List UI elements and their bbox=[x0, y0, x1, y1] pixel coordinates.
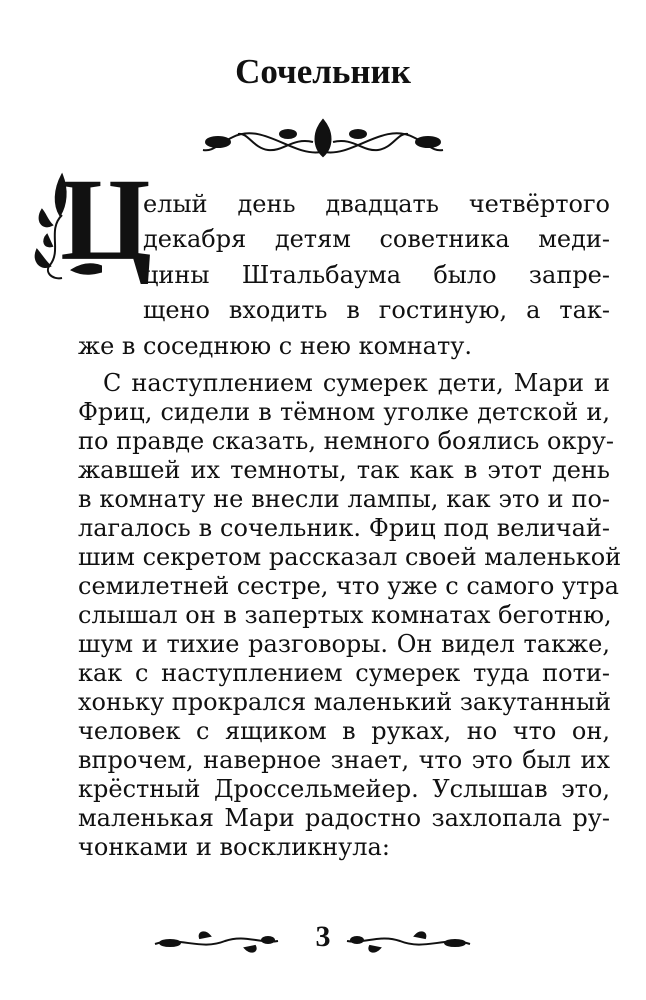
chapter-title: Сочельник bbox=[235, 52, 411, 91]
text-line: декабря детям советника меди- bbox=[143, 225, 610, 253]
text-line: как с наступлением сумерек туда поти- bbox=[78, 659, 610, 687]
text-line: С наступлением сумерек дети, Мари и bbox=[103, 369, 610, 397]
text-line: шум и тихие разговоры. Он видел также, bbox=[78, 630, 610, 658]
page-number: 3 bbox=[315, 920, 331, 953]
text-line: маленькая Мари радостно захлопала ру- bbox=[78, 804, 610, 832]
drop-cap bbox=[32, 154, 152, 290]
text-line: крёстный Дроссельмейер. Услышав это, bbox=[78, 775, 610, 803]
text-line: щено входить в гостиную, а так- bbox=[143, 296, 610, 324]
title-ornament-icon bbox=[193, 112, 453, 162]
text-line: елый день двадцать четвёртого bbox=[143, 190, 610, 218]
text-line: шим секретом рассказал своей маленькой bbox=[78, 543, 622, 571]
text-line: семилетней сестре, что уже с самого утра bbox=[78, 572, 619, 600]
text-line: чонками и воскликнула: bbox=[78, 833, 390, 861]
text-line: цины Штальбаума было запре- bbox=[143, 261, 610, 289]
text-line: лагалось в сочельник. Фриц под величай- bbox=[78, 514, 610, 542]
text-line: хоньку прокрался маленький закутанный bbox=[78, 688, 612, 716]
drop-cap-letter: Ц bbox=[60, 154, 152, 285]
text-line: Фриц, сидели в тёмном уголке детской и, bbox=[78, 398, 610, 426]
text-line: впрочем, наверное знает, что это был их bbox=[78, 746, 610, 774]
footer-ornament-right-icon bbox=[345, 926, 475, 956]
text-line: по правде сказать, немного боялись окру- bbox=[78, 427, 615, 455]
text-line: человек с ящиком в руках, но что он, bbox=[78, 717, 610, 745]
text-line: жавшей их темноты, так как в этот день bbox=[78, 456, 610, 484]
text-line: в комнату не внесли лампы, как это и по- bbox=[78, 485, 610, 513]
text-line: слышал он в запертых комнатах беготню, bbox=[78, 601, 612, 629]
text-line: же в соседнюю с нею комнату. bbox=[78, 332, 473, 360]
